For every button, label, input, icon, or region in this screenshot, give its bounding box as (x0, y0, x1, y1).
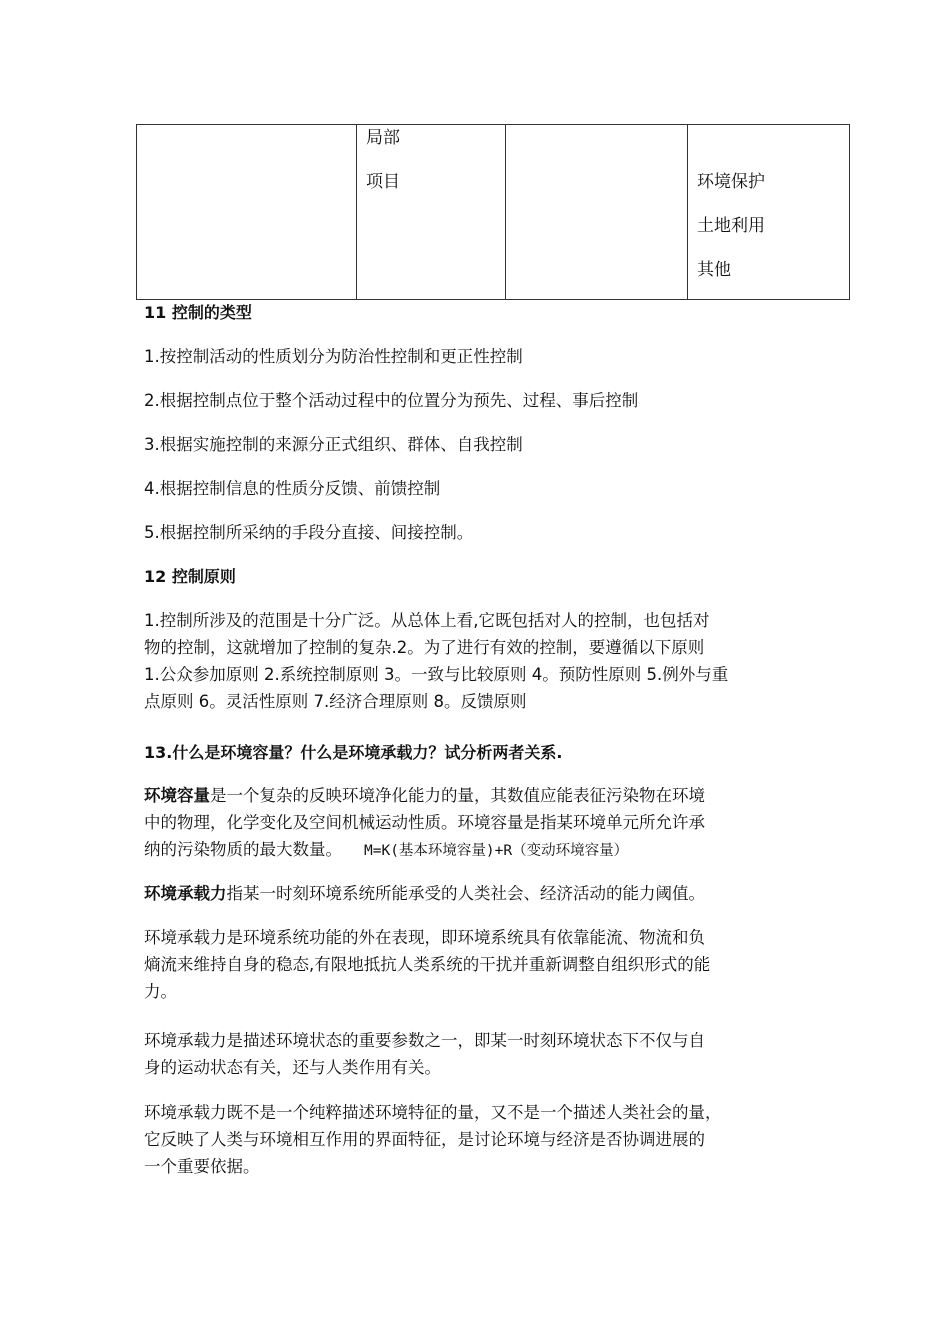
list-item (144, 343, 816, 370)
paragraph (144, 1099, 816, 1180)
paragraph-line: 中的物理，化学变化及空间机械运动性质。环境容量是指某环境单元所允许承 (144, 813, 705, 832)
paragraph (144, 607, 816, 715)
heading-text: 11 控制的类型 (144, 303, 252, 322)
paragraph-line: 力。 (144, 982, 177, 1001)
paragraph-line: 指某一时刻环境系统所能承受的人类社会、经济活动的能力阈值。 (226, 884, 705, 903)
paragraph-line: 身的运动状态有关，还与人类作用有关。 (144, 1058, 441, 1077)
table-cell-text: 项目 (366, 172, 400, 192)
paragraph-line: 熵流来维持自身的稳态,有限地抵抗人类系统的干扰并重新调整自组织形式的能 (144, 955, 711, 974)
table-cell-text: 局部 (366, 128, 400, 148)
table-divider (505, 125, 506, 299)
list-item (144, 431, 816, 458)
term-bold: 环境容量 (144, 786, 210, 805)
formula: M=K(基本环境容量)+R（变动环境容量） (364, 843, 629, 859)
paragraph (144, 880, 816, 907)
table-divider (687, 125, 688, 299)
paragraph (144, 1027, 816, 1081)
list-item (144, 519, 816, 546)
paragraph-line: 是一个复杂的反映环境净化能力的量，其数值应能表征污染物在环境 (210, 786, 705, 805)
paragraph-line: 点原则 6。灵活性原则 7.经济合理原则 8。反馈原则 (144, 692, 527, 711)
paragraph-line: 环境承载力是描述环境状态的重要参数之一，即某一时刻环境状态下不仅与自 (144, 1031, 705, 1050)
paragraph-line: 纳的污染物质的最大数量。 (144, 840, 342, 859)
list-item-text: 1.按控制活动的性质划分为防治性控制和更正性控制 (144, 347, 523, 366)
heading-text: 12 控制原则 (144, 567, 236, 586)
paragraph (144, 924, 816, 1005)
paragraph (144, 782, 816, 865)
paragraph-line: 环境承载力既不是一个纯粹描述环境特征的量，又不是一个描述人类社会的量， (144, 1103, 722, 1122)
paragraph-line: 它反映了人类与环境相互作用的界面特征，是讨论环境与经济是否协调进展的 (144, 1130, 705, 1149)
list-item-text: 2.根据控制点位于整个活动过程中的位置分为预先、过程、事后控制 (144, 391, 639, 410)
paragraph-line: 1.控制所涉及的范围是十分广泛。从总体上看,它既包括对人的控制，也包括对 (144, 611, 710, 630)
section-heading (144, 301, 816, 325)
list-item-text: 4.根据控制信息的性质分反馈、前馈控制 (144, 479, 441, 498)
paragraph-line: 环境承载力是环境系统功能的外在表现，即环境系统具有依靠能流、物流和负 (144, 928, 705, 947)
paragraph-line: 一个重要依据。 (144, 1157, 260, 1176)
term-bold: 环境承载力 (144, 884, 227, 903)
table-cell-text: 其他 (697, 260, 731, 280)
heading-text: 13.什么是环境容量？什么是环境承载力？试分析两者关系. (144, 743, 563, 762)
table-cell-text: 土地利用 (697, 216, 765, 236)
list-item (144, 475, 816, 502)
section-heading (144, 741, 816, 765)
table-cell-text: 环境保护 (697, 172, 765, 192)
list-item-text: 5.根据控制所采纳的手段分直接、间接控制。 (144, 523, 474, 542)
paragraph-line: 1.公众参加原则 2.系统控制原则 3。一致与比较原则 4。预防性原则 5.例外与重 (144, 665, 729, 684)
table-divider (356, 125, 357, 299)
section-heading (144, 565, 816, 589)
table-fragment (136, 124, 850, 300)
list-item-text: 3.根据实施控制的来源分正式组织、群体、自我控制 (144, 435, 523, 454)
list-item (144, 387, 816, 414)
paragraph-line: 物的控制，这就增加了控制的复杂.2。为了进行有效的控制，要遵循以下原则 (144, 638, 705, 657)
